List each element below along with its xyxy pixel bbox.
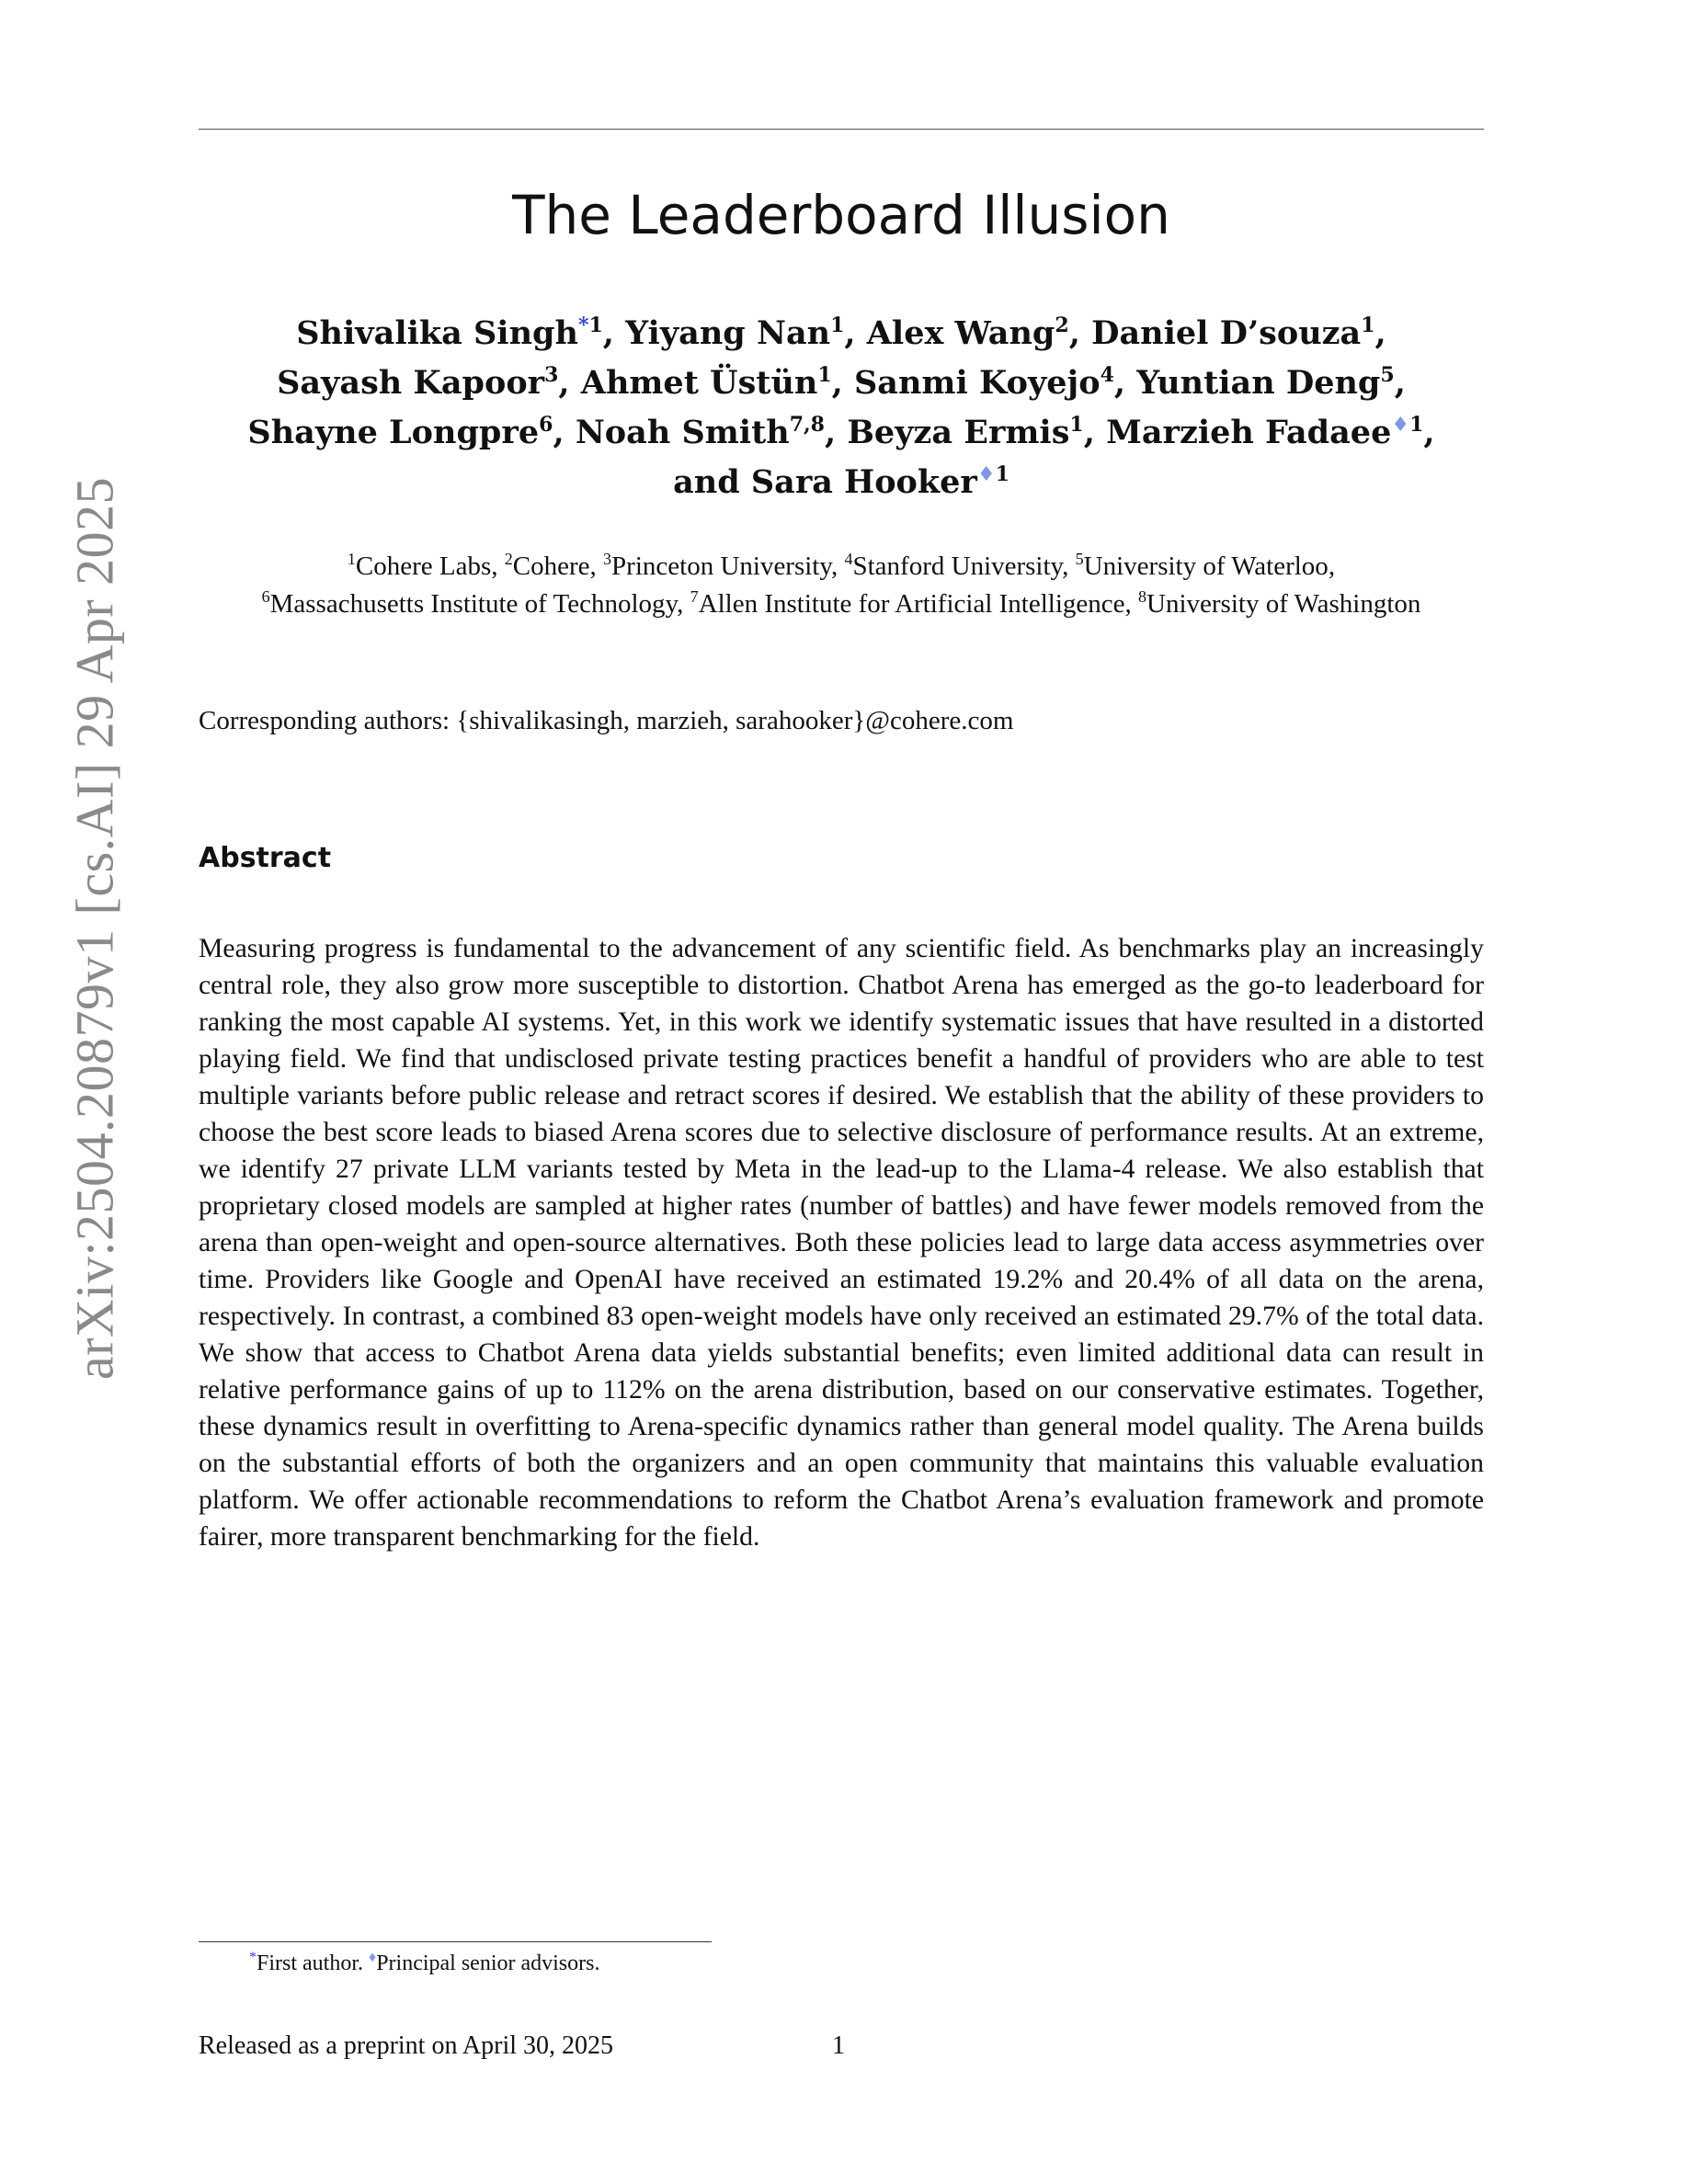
author-11: Beyza Ermis$^1$ [847, 413, 1084, 451]
author-4: Daniel D’souza$^1$ [1091, 313, 1375, 352]
author-7: Sanmi Koyejo$^4$ [854, 363, 1114, 402]
author-8: Yuntian Deng$^5$ [1136, 363, 1395, 402]
author-list: Shivalika Singh$^{*1}$, Yiyang Nan$^1$, Alex Wang$^2$, Daniel D’souza$^1$, Sayash Kapoor$^3$, Ahmet Üstün$^1$, Sanmi Koyejo$^4$, Yuntian Deng$^5$, Shayne Longpre$^6$, Noah Smith$^{7,8}$, Beyza Ermis$^1$, Marzieh Fadaee$^{♦1}$, and Sara Hooker$^{♦1}$ [247, 313, 1435, 501]
header-rule [199, 129, 1484, 130]
author-1: Shivalika Singh$^{*1}$ [296, 313, 603, 352]
page-number: 1 [832, 2031, 845, 2060]
footnote-rule [199, 1941, 712, 1942]
author-5: Sayash Kapoor$^3$ [277, 363, 559, 402]
affiliation-item: $^4$Stanford University [844, 550, 1063, 581]
abstract-body: Measuring progress is fundamental to the advancement of any scientific field. As benchmarks play an increasingly central role, they also grow more susceptible to distortion. Chatbot Arena has emerged as the go-to leaderboard for ranking the most capable AI systems. Yet, in this work we identify systematic issues that have resulted in a distorted playing field. We find that undisclosed private testing practices benefit a handful of providers who are able to test multiple variants before public release and retract scores if desired. We establish that the ability of these providers to choose the best score leads to biased Arena scores due to selective disclosure of performance results. At an extreme, we identify 27 private LLM variants tested by Meta in the lead-up to the Llama-4 release. We also establish that proprietary closed models are sampled at higher rates (number of battles) and have fewer models removed from the arena than open-weight and open-source alternatives. Both these policies lead to large data access asymmetries over time. Providers like Google and OpenAI have received an estimated 19.2% and 20.4% of all data on the arena, respectively. In contrast, a combined 83 open-weight models have only received an estimated 29.7% of the total data. We show that access to Chatbot Arena data yields substantial benefits; even limited additional data can result in relative performance gains of up to 112% on the arena distribution, based on our conservative estimates. Together, these dynamics result in overfitting to Arena-specific dynamics rather than general model quality. The Arena builds on the substantial efforts of both the organizers and an open community that maintains this valuable evaluation platform. We offer actionable recommendations to reform the Chatbot Arena’s evaluation framework and promote fairer, more transparent benchmarking for the field. [199, 934, 1484, 1552]
affiliation-item: $^7$Allen Institute for Artificial Intelligence [690, 587, 1125, 619]
affiliation-item: $^3$Princeton University [603, 550, 831, 581]
footnote-star-mark: * [249, 1950, 257, 1965]
author-10: Noah Smith$^{7,8}$ [575, 413, 825, 451]
author-9: Shayne Longpre$^6$ [247, 413, 553, 451]
author-13: and Sara Hooker$^{♦1}$ [673, 462, 1009, 501]
affiliation-item: $^2$Cohere [504, 550, 590, 581]
affiliation-item: $^8$University of Washington [1138, 587, 1421, 619]
abstract-heading: Abstract [199, 842, 332, 874]
author-2: Yiyang Nan$^1$ [625, 313, 845, 352]
footnote-first-author: First author. [257, 1951, 370, 1975]
author-12: Marzieh Fadaee$^{♦1}$ [1106, 413, 1424, 451]
author-6: Ahmet Üstün$^1$ [580, 363, 832, 402]
corresponding-authors: Corresponding authors: {shivalikasingh, marzieh, sarahooker}@cohere.com [199, 706, 1014, 735]
affiliation-item: $^5$University of Waterloo [1075, 550, 1329, 581]
author-3: Alex Wang$^2$ [866, 313, 1069, 352]
affiliation-list: $^1$Cohere Labs, $^2$Cohere, $^3$Princeton University, $^4$Stanford University, $^5$University of Waterloo, $^6$Massachusetts Institute of Technology, $^7$Allen Institute for Artificial Intelligence, $^8$University of Washington [261, 550, 1421, 619]
paper-title: The Leaderboard Illusion [512, 184, 1170, 246]
affiliation-item: $^6$Massachusetts Institute of Technology [261, 587, 678, 619]
footnote-diamond-mark: ♦ [369, 1950, 377, 1965]
affiliation-item: $^1$Cohere Labs [347, 550, 492, 581]
arxiv-margin-stamp: arXiv:2504.20879v1 [cs.AI] 29 Apr 2025 [64, 476, 125, 1381]
footnote [249, 1951, 599, 1976]
release-note: Released as a preprint on April 30, 2025 [199, 2031, 614, 2060]
footnote-advisors: Principal senior advisors. [376, 1951, 600, 1975]
